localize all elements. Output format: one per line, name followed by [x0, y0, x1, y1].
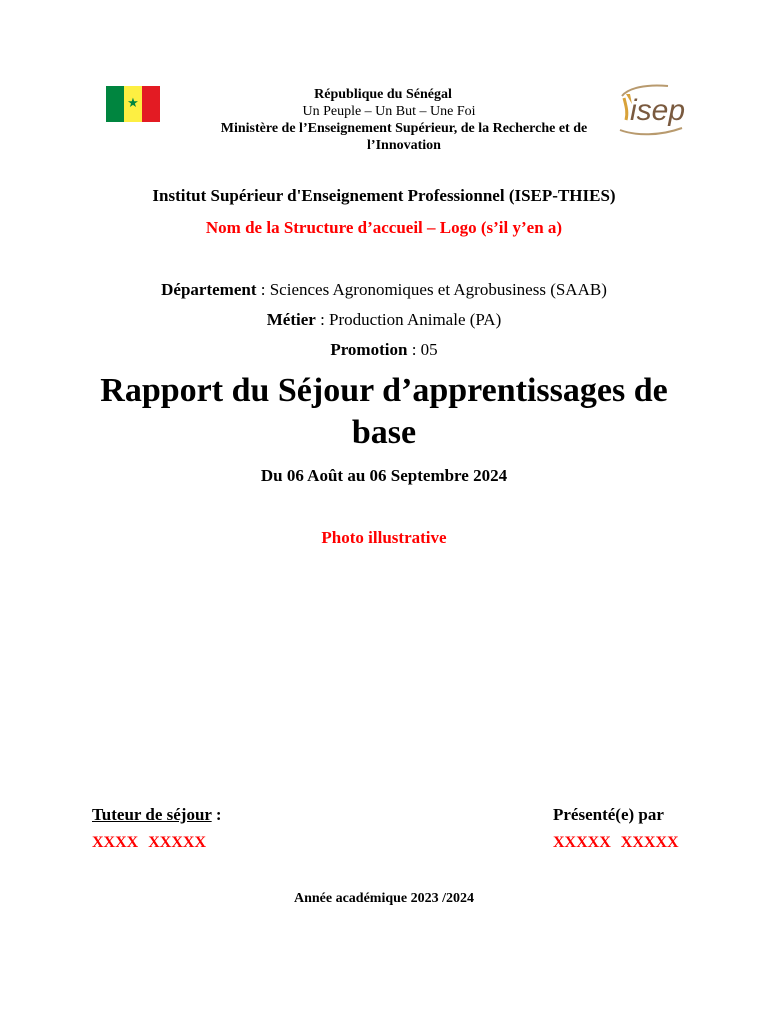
presenter-name: XXXXX XXXXX	[553, 834, 679, 851]
promotion-line	[0, 340, 768, 360]
presenter-label: Présenté(e) par	[553, 805, 664, 824]
report-dates: Du 06 Août au 06 Septembre 2024	[260, 466, 508, 485]
tutor-label-suffix: :	[211, 805, 222, 824]
republic-title: République du Sénégal	[314, 87, 452, 102]
senegal-flag	[106, 86, 160, 122]
tutor-label-text: Tuteur de séjour	[92, 805, 212, 824]
isep-logo	[616, 82, 702, 138]
job-label: Métier	[266, 310, 316, 329]
report-title: Rapport du Séjour d’apprentissages de base	[100, 372, 668, 451]
ministry-name: Ministère de l’Enseignement Supérieur, de la Recherche et de l’Innovation	[220, 121, 588, 153]
photo-placeholder: Photo illustrative	[321, 528, 447, 547]
institute-name: Institut Supérieur d'Enseignement Professionnel (ISEP-THIES)	[152, 186, 616, 205]
svg-text:isep: isep	[630, 94, 686, 127]
department-value: : Sciences Agronomiques et Agrobusiness (SAAB)	[256, 280, 607, 299]
promotion-label: Promotion	[330, 340, 408, 359]
tutor-name: XXXX XXXXX	[92, 834, 206, 851]
national-motto: Un Peuple – Un But – Une Foi	[302, 104, 476, 119]
job-line	[0, 310, 768, 330]
job-value: : Production Animale (PA)	[315, 310, 502, 329]
flag-green-band	[106, 86, 124, 122]
academic-year: Année académique 2023 /2024	[293, 891, 475, 906]
flag-yellow-band	[124, 86, 142, 122]
department-label: Département	[161, 280, 257, 299]
flag-red-band	[142, 86, 160, 122]
promotion-value: : 05	[407, 340, 438, 359]
host-structure-placeholder: Nom de la Structure d’accueil – Logo (s’il y’en a)	[205, 218, 563, 237]
tutor-label	[92, 805, 222, 825]
star-icon: ★	[127, 95, 139, 110]
department-line	[0, 280, 768, 300]
